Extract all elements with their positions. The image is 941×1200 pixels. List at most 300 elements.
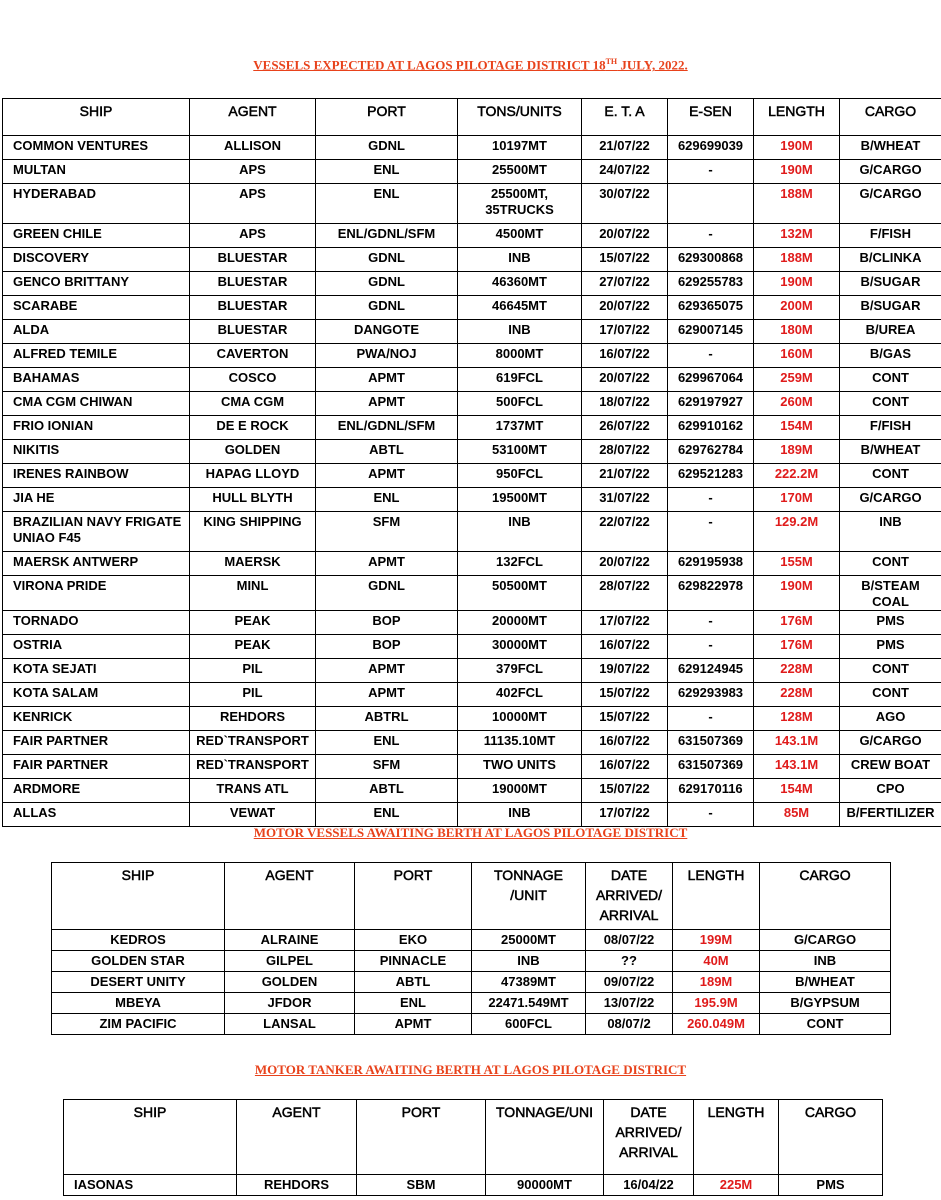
table-row (3, 272, 941, 296)
length-cell: 170M (754, 488, 840, 512)
agent-cell: HAPAG LLOYD (190, 464, 316, 488)
cargo-cell: G/CARGO (840, 184, 941, 224)
eta-cell: 16/07/22 (582, 635, 668, 659)
cargo-cell: B/GAS (840, 344, 941, 368)
cargo-cell: F/FISH (840, 416, 941, 440)
agent-cell: MAERSK (190, 552, 316, 576)
eta-cell: 21/07/22 (582, 464, 668, 488)
table-row (3, 344, 941, 368)
tons-units-cell: 500FCL (458, 392, 582, 416)
ship-cell: IASONAS (64, 1175, 237, 1196)
cargo-cell: B/SUGAR (840, 272, 941, 296)
expected-vessels-table (2, 98, 941, 827)
port-cell: PWA/NOJ (316, 344, 458, 368)
e-sen-cell: 629822978 (668, 576, 754, 611)
eta-cell: 15/07/22 (582, 683, 668, 707)
tons-units-cell: INB (458, 248, 582, 272)
length-cell: 259M (754, 368, 840, 392)
tonnage-unit-cell: 90000MT (486, 1175, 604, 1196)
column-header-tonnage-unit: TONNAGE /UNIT (472, 863, 586, 930)
table-row (3, 248, 941, 272)
column-header-e-sen: E-SEN (668, 99, 754, 136)
agent-cell: APS (190, 184, 316, 224)
e-sen-cell: 629197927 (668, 392, 754, 416)
e-sen-cell: - (668, 611, 754, 635)
port-cell: ENL (316, 803, 458, 827)
length-cell: 189M (673, 972, 760, 993)
table-row (3, 392, 941, 416)
port-cell: GDNL (316, 248, 458, 272)
table-row (3, 464, 941, 488)
table-row (52, 993, 891, 1014)
eta-cell: 20/07/22 (582, 296, 668, 320)
agent-cell: REHDORS (190, 707, 316, 731)
port-cell: APMT (316, 464, 458, 488)
table-row (3, 659, 941, 683)
column-header-eta: E. T. A (582, 99, 668, 136)
length-cell: 260M (754, 392, 840, 416)
column-header-agent: AGENT (190, 99, 316, 136)
table-row (3, 611, 941, 635)
port-cell: ENL (355, 993, 472, 1014)
date-arrived-cell: 16/04/22 (604, 1175, 694, 1196)
table-row (3, 707, 941, 731)
ship-cell: ARDMORE (3, 779, 190, 803)
awaiting-berth-vessels-title: MOTOR VESSELS AWAITING BERTH AT LAGOS PILOTAGE DISTRICT (253, 825, 688, 840)
cargo-cell: B/SUGAR (840, 296, 941, 320)
column-header-ship: SHIP (3, 99, 190, 136)
cargo-cell: CONT (760, 1014, 891, 1035)
e-sen-cell: 631507369 (668, 755, 754, 779)
expected-vessels-title-sup: TH (605, 57, 618, 66)
column-header-port: PORT (316, 99, 458, 136)
cargo-cell: F/FISH (840, 224, 941, 248)
table-row (64, 1175, 883, 1196)
length-cell: 195.9M (673, 993, 760, 1014)
e-sen-cell: 629300868 (668, 248, 754, 272)
e-sen-cell: - (668, 635, 754, 659)
e-sen-cell: - (668, 344, 754, 368)
port-cell: ABTL (355, 972, 472, 993)
length-cell: 180M (754, 320, 840, 344)
table-row (3, 160, 941, 184)
tons-units-cell: 11135.10MT (458, 731, 582, 755)
table-row (52, 1014, 891, 1035)
cargo-cell: CONT (840, 368, 941, 392)
length-cell: 128M (754, 707, 840, 731)
port-cell: SBM (357, 1175, 486, 1196)
length-cell: 85M (754, 803, 840, 827)
port-cell: ABTRL (316, 707, 458, 731)
eta-cell: 22/07/22 (582, 512, 668, 552)
agent-cell: COSCO (190, 368, 316, 392)
eta-cell: 16/07/22 (582, 731, 668, 755)
agent-cell: LANSAL (225, 1014, 355, 1035)
ship-cell: GENCO BRITTANY (3, 272, 190, 296)
port-cell: GDNL (316, 296, 458, 320)
column-header-date-arrived: DATE ARRIVED/ ARRIVAL (604, 1100, 694, 1175)
eta-cell: 24/07/22 (582, 160, 668, 184)
e-sen-cell: 629910162 (668, 416, 754, 440)
length-cell: 200M (754, 296, 840, 320)
column-header-agent: AGENT (225, 863, 355, 930)
table-row (3, 552, 941, 576)
agent-cell: HULL BLYTH (190, 488, 316, 512)
table-row (3, 440, 941, 464)
eta-cell: 20/07/22 (582, 368, 668, 392)
awaiting-berth-tanker-title: MOTOR TANKER AWAITING BERTH AT LAGOS PILOTAGE DISTRICT (254, 1062, 687, 1077)
port-cell: ABTL (316, 779, 458, 803)
port-cell: GDNL (316, 136, 458, 160)
agent-cell: GOLDEN (225, 972, 355, 993)
column-header-cargo: CARGO (779, 1100, 883, 1175)
cargo-cell: CONT (840, 683, 941, 707)
cargo-cell: B/FERTILIZER (840, 803, 941, 827)
tonnage-unit-cell: 22471.549MT (472, 993, 586, 1014)
cargo-cell: CONT (840, 392, 941, 416)
port-cell: GDNL (316, 576, 458, 611)
port-cell: BOP (316, 611, 458, 635)
tons-units-cell: 10197MT (458, 136, 582, 160)
cargo-cell: B/WHEAT (840, 136, 941, 160)
column-header-tonnage-unit: TONNAGE/UNI (486, 1100, 604, 1175)
tons-units-cell: INB (458, 320, 582, 344)
eta-cell: 15/07/22 (582, 248, 668, 272)
ship-cell: FRIO IONIAN (3, 416, 190, 440)
port-cell: ENL/GDNL/SFM (316, 224, 458, 248)
table-row (3, 296, 941, 320)
length-cell: 190M (754, 160, 840, 184)
awaiting-berth-tanker-header-row (64, 1100, 883, 1175)
table-row (3, 683, 941, 707)
port-cell: GDNL (316, 272, 458, 296)
expected-vessels-header-row (3, 99, 941, 136)
eta-cell: 17/07/22 (582, 320, 668, 344)
ship-cell: BAHAMAS (3, 368, 190, 392)
ship-cell: HYDERABAD (3, 184, 190, 224)
port-cell: PINNACLE (355, 951, 472, 972)
ship-cell: VIRONA PRIDE (3, 576, 190, 611)
ship-cell: KEDROS (52, 930, 225, 951)
length-cell: 176M (754, 611, 840, 635)
length-cell: 160M (754, 344, 840, 368)
port-cell: ENL (316, 488, 458, 512)
tons-units-cell: 20000MT (458, 611, 582, 635)
tons-units-cell: 4500MT (458, 224, 582, 248)
cargo-cell: CPO (840, 779, 941, 803)
ship-cell: ALFRED TEMILE (3, 344, 190, 368)
e-sen-cell: 629762784 (668, 440, 754, 464)
awaiting-berth-vessels-table (51, 862, 891, 1035)
port-cell: EKO (355, 930, 472, 951)
agent-cell: MINL (190, 576, 316, 611)
cargo-cell: G/CARGO (840, 488, 941, 512)
cargo-cell: G/CARGO (840, 160, 941, 184)
eta-cell: 16/07/22 (582, 344, 668, 368)
length-cell: 189M (754, 440, 840, 464)
cargo-cell: CREW BOAT (840, 755, 941, 779)
table-row (3, 731, 941, 755)
e-sen-cell: 629007145 (668, 320, 754, 344)
cargo-cell: CONT (840, 464, 941, 488)
table-row (3, 512, 941, 552)
ship-cell: DESERT UNITY (52, 972, 225, 993)
tons-units-cell: 25500MT (458, 160, 582, 184)
table-row (52, 930, 891, 951)
length-cell: 188M (754, 248, 840, 272)
table-row (52, 972, 891, 993)
tons-units-cell: 19000MT (458, 779, 582, 803)
eta-cell: 28/07/22 (582, 576, 668, 611)
agent-cell: APS (190, 224, 316, 248)
tons-units-cell: 46645MT (458, 296, 582, 320)
ship-cell: SCARABE (3, 296, 190, 320)
eta-cell: 15/07/22 (582, 779, 668, 803)
eta-cell: 17/07/22 (582, 611, 668, 635)
port-cell: ENL (316, 731, 458, 755)
tons-units-cell: 10000MT (458, 707, 582, 731)
ship-cell: MBEYA (52, 993, 225, 1014)
ship-cell: IRENES RAINBOW (3, 464, 190, 488)
e-sen-cell: 629521283 (668, 464, 754, 488)
e-sen-cell: - (668, 224, 754, 248)
ship-cell: ALLAS (3, 803, 190, 827)
eta-cell: 21/07/22 (582, 136, 668, 160)
e-sen-cell: 631507369 (668, 731, 754, 755)
ship-cell: FAIR PARTNER (3, 731, 190, 755)
cargo-cell: B/GYPSUM (760, 993, 891, 1014)
port-cell: ABTL (316, 440, 458, 464)
agent-cell: TRANS ATL (190, 779, 316, 803)
date-arrived-cell: 08/07/2 (586, 1014, 673, 1035)
agent-cell: RED`TRANSPORT (190, 731, 316, 755)
e-sen-cell: 629967064 (668, 368, 754, 392)
eta-cell: 15/07/22 (582, 707, 668, 731)
eta-cell: 16/07/22 (582, 755, 668, 779)
length-cell: 260.049M (673, 1014, 760, 1035)
ship-cell: MULTAN (3, 160, 190, 184)
expected-vessels-title-date: JULY, 2022. (617, 57, 688, 73)
cargo-cell: G/CARGO (840, 731, 941, 755)
port-cell: SFM (316, 755, 458, 779)
column-header-tons-units: TONS/UNITS (458, 99, 582, 136)
length-cell: 40M (673, 951, 760, 972)
eta-cell: 18/07/22 (582, 392, 668, 416)
date-arrived-cell: 13/07/22 (586, 993, 673, 1014)
table-row (3, 416, 941, 440)
length-cell: 132M (754, 224, 840, 248)
port-cell: APMT (316, 683, 458, 707)
port-cell: APMT (355, 1014, 472, 1035)
tonnage-unit-cell: 25000MT (472, 930, 586, 951)
agent-cell: BLUESTAR (190, 320, 316, 344)
length-cell: 190M (754, 136, 840, 160)
length-cell: 190M (754, 576, 840, 611)
tons-units-cell: 8000MT (458, 344, 582, 368)
ship-cell: MAERSK ANTWERP (3, 552, 190, 576)
date-arrived-cell: 08/07/22 (586, 930, 673, 951)
ship-cell: TORNADO (3, 611, 190, 635)
ship-cell: BRAZILIAN NAVY FRIGATE UNIAO F45 (3, 512, 190, 552)
column-header-length: LENGTH (754, 99, 840, 136)
cargo-cell: G/CARGO (760, 930, 891, 951)
eta-cell: 26/07/22 (582, 416, 668, 440)
tons-units-cell: 30000MT (458, 635, 582, 659)
port-cell: APMT (316, 659, 458, 683)
cargo-cell: AGO (840, 707, 941, 731)
column-header-cargo: CARGO (760, 863, 891, 930)
cargo-cell: CONT (840, 552, 941, 576)
length-cell: 222.2M (754, 464, 840, 488)
ship-cell: COMMON VENTURES (3, 136, 190, 160)
eta-cell: 17/07/22 (582, 803, 668, 827)
tons-units-cell: 379FCL (458, 659, 582, 683)
ship-cell: ALDA (3, 320, 190, 344)
column-header-cargo: CARGO (840, 99, 941, 136)
length-cell: 143.1M (754, 755, 840, 779)
port-cell: ENL/GDNL/SFM (316, 416, 458, 440)
ship-cell: KOTA SALAM (3, 683, 190, 707)
agent-cell: BLUESTAR (190, 272, 316, 296)
tons-units-cell: INB (458, 512, 582, 552)
agent-cell: CMA CGM (190, 392, 316, 416)
e-sen-cell: - (668, 803, 754, 827)
cargo-cell: PMS (840, 611, 941, 635)
port-cell: ENL (316, 184, 458, 224)
eta-cell: 30/07/22 (582, 184, 668, 224)
ship-cell: ZIM PACIFIC (52, 1014, 225, 1035)
agent-cell: KING SHIPPING (190, 512, 316, 552)
length-cell: 143.1M (754, 731, 840, 755)
column-header-port: PORT (357, 1100, 486, 1175)
cargo-cell: INB (840, 512, 941, 552)
eta-cell: 20/07/22 (582, 552, 668, 576)
agent-cell: REHDORS (237, 1175, 357, 1196)
agent-cell: DE E ROCK (190, 416, 316, 440)
table-row (3, 803, 941, 827)
tons-units-cell: 46360MT (458, 272, 582, 296)
tons-units-cell: 50500MT (458, 576, 582, 611)
ship-cell: JIA HE (3, 488, 190, 512)
e-sen-cell: - (668, 160, 754, 184)
agent-cell: PIL (190, 683, 316, 707)
table-row (3, 224, 941, 248)
e-sen-cell: 629124945 (668, 659, 754, 683)
ship-cell: GOLDEN STAR (52, 951, 225, 972)
column-header-ship: SHIP (64, 1100, 237, 1175)
table-row (3, 184, 941, 224)
tons-units-cell: 25500MT, 35TRUCKS (458, 184, 582, 224)
cargo-cell: INB (760, 951, 891, 972)
e-sen-cell: 629293983 (668, 683, 754, 707)
length-cell: 225M (694, 1175, 779, 1196)
length-cell: 155M (754, 552, 840, 576)
e-sen-cell: 629170116 (668, 779, 754, 803)
date-arrived-cell: 09/07/22 (586, 972, 673, 993)
port-cell: SFM (316, 512, 458, 552)
length-cell: 188M (754, 184, 840, 224)
tons-units-cell: INB (458, 803, 582, 827)
table-row (3, 779, 941, 803)
e-sen-cell: 629699039 (668, 136, 754, 160)
cargo-cell: B/UREA (840, 320, 941, 344)
e-sen-cell: - (668, 707, 754, 731)
table-row (3, 755, 941, 779)
agent-cell: JFDOR (225, 993, 355, 1014)
table-row (3, 136, 941, 160)
length-cell: 228M (754, 683, 840, 707)
length-cell: 154M (754, 416, 840, 440)
eta-cell: 27/07/22 (582, 272, 668, 296)
ship-cell: GREEN CHILE (3, 224, 190, 248)
agent-cell: BLUESTAR (190, 248, 316, 272)
cargo-cell: B/STEAM COAL (840, 576, 941, 611)
agent-cell: APS (190, 160, 316, 184)
eta-cell: 20/07/22 (582, 224, 668, 248)
length-cell: 154M (754, 779, 840, 803)
agent-cell: GOLDEN (190, 440, 316, 464)
e-sen-cell: - (668, 512, 754, 552)
length-cell: 129.2M (754, 512, 840, 552)
cargo-cell: B/CLINKA (840, 248, 941, 272)
port-cell: BOP (316, 635, 458, 659)
expected-vessels-title-text: VESSELS EXPECTED AT LAGOS PILOTAGE DISTRICT 18 (253, 57, 606, 73)
tons-units-cell: 19500MT (458, 488, 582, 512)
length-cell: 199M (673, 930, 760, 951)
cargo-cell: CONT (840, 659, 941, 683)
agent-cell: RED`TRANSPORT (190, 755, 316, 779)
expected-vessels-title (0, 57, 941, 73)
date-arrived-cell: ?? (586, 951, 673, 972)
column-header-length: LENGTH (694, 1100, 779, 1175)
tons-units-cell: 53100MT (458, 440, 582, 464)
eta-cell: 19/07/22 (582, 659, 668, 683)
table-row (3, 635, 941, 659)
port-cell: ENL (316, 160, 458, 184)
cargo-cell: B/WHEAT (760, 972, 891, 993)
table-row (3, 488, 941, 512)
tons-units-cell: 950FCL (458, 464, 582, 488)
cargo-cell: B/WHEAT (840, 440, 941, 464)
agent-cell: VEWAT (190, 803, 316, 827)
eta-cell: 31/07/22 (582, 488, 668, 512)
tons-units-cell: 402FCL (458, 683, 582, 707)
tonnage-unit-cell: 600FCL (472, 1014, 586, 1035)
tons-units-cell: TWO UNITS (458, 755, 582, 779)
agent-cell: ALLISON (190, 136, 316, 160)
agent-cell: ALRAINE (225, 930, 355, 951)
agent-cell: PEAK (190, 635, 316, 659)
length-cell: 228M (754, 659, 840, 683)
column-header-agent: AGENT (237, 1100, 357, 1175)
e-sen-cell: 629195938 (668, 552, 754, 576)
tons-units-cell: 132FCL (458, 552, 582, 576)
ship-cell: KOTA SEJATI (3, 659, 190, 683)
table-row (3, 320, 941, 344)
port-cell: APMT (316, 552, 458, 576)
column-header-port: PORT (355, 863, 472, 930)
cargo-cell: PMS (840, 635, 941, 659)
tonnage-unit-cell: INB (472, 951, 586, 972)
cargo-cell: PMS (779, 1175, 883, 1196)
tons-units-cell: 1737MT (458, 416, 582, 440)
port-cell: APMT (316, 392, 458, 416)
length-cell: 190M (754, 272, 840, 296)
table-row (52, 951, 891, 972)
ship-cell: CMA CGM CHIWAN (3, 392, 190, 416)
port-cell: APMT (316, 368, 458, 392)
length-cell: 176M (754, 635, 840, 659)
